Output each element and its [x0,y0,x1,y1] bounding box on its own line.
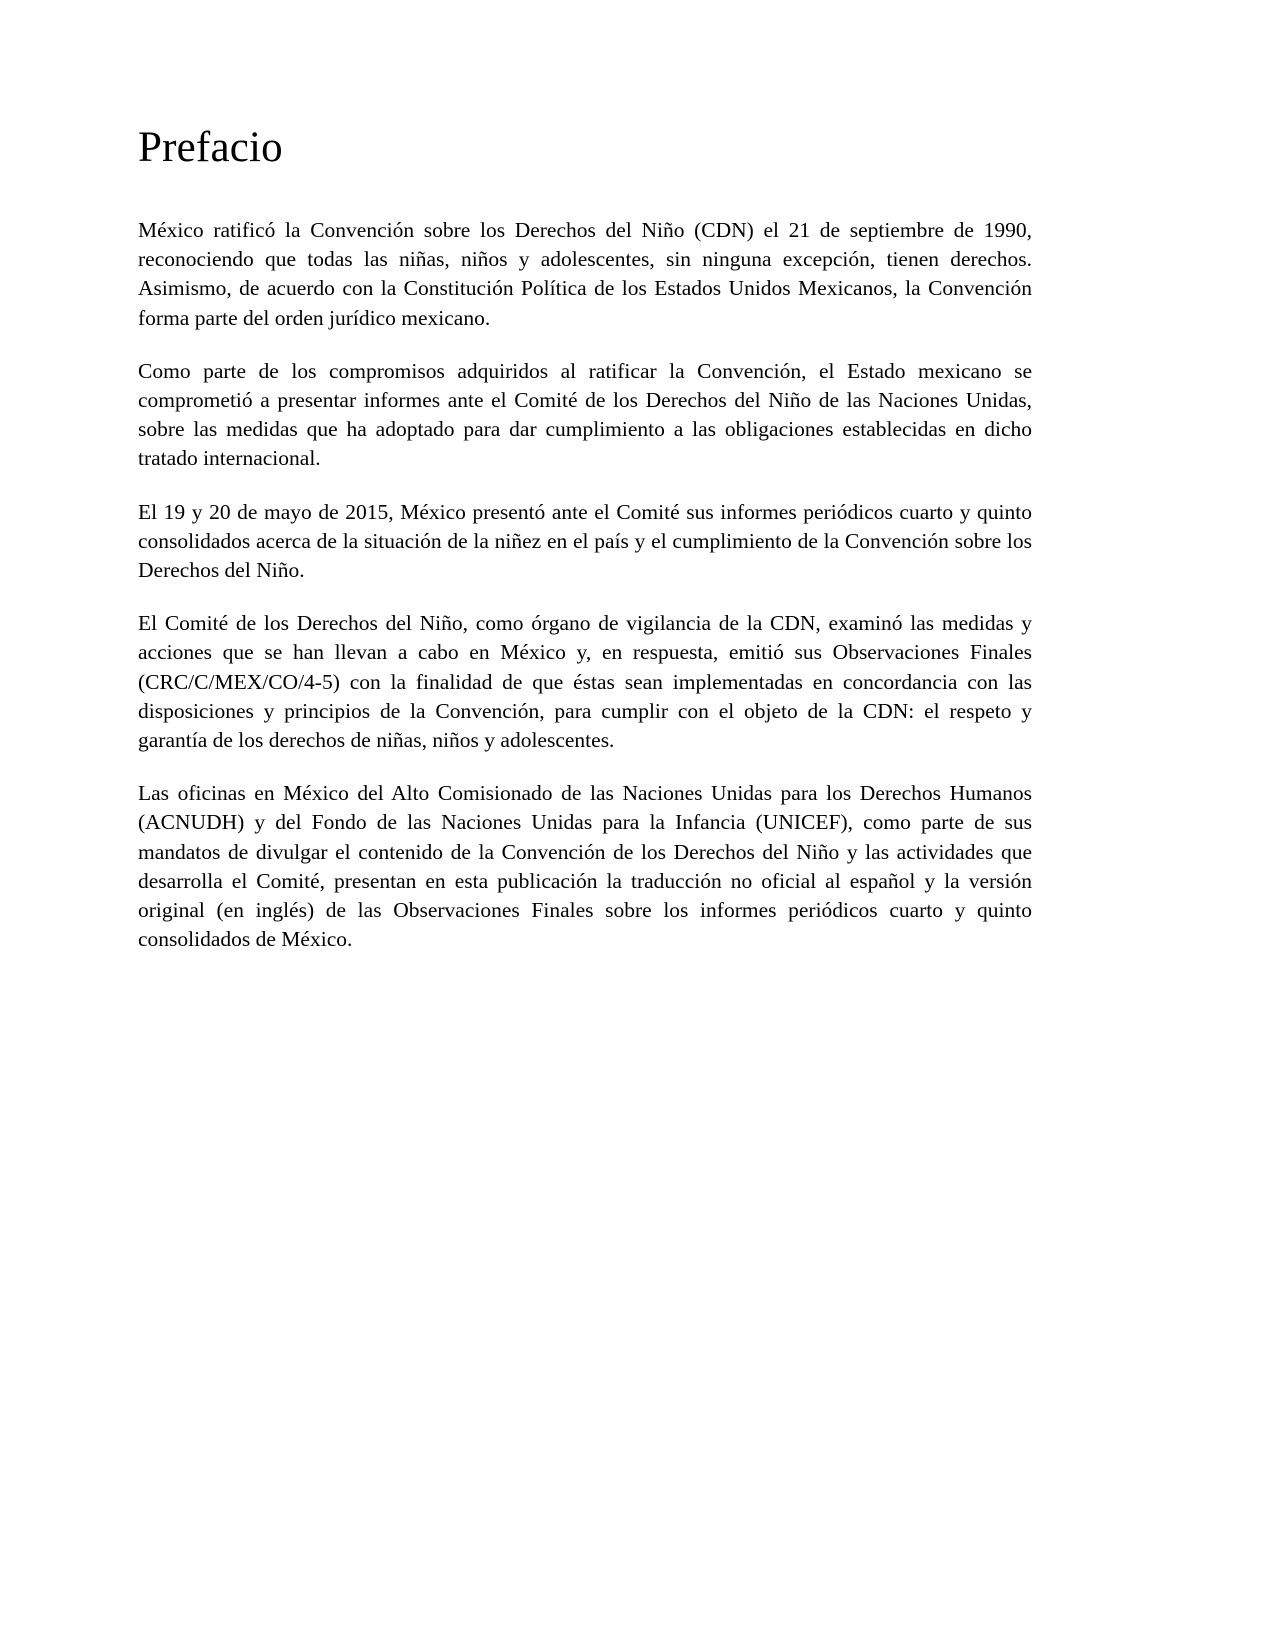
page-title: Prefacio [138,124,283,171]
paragraph-1: México ratificó la Convención sobre los Derechos del Niño (CDN) el 21 de septiembre de 1990, reconociendo que todas las niñas, niños y adolescentes, sin ninguna excepción, tienen derechos. Asimismo, de acuerdo con la Constitución Política de los Estados Unidos Mexicanos, la Convención forma parte del orden jurídico mexicano. [138,218,1032,330]
paragraph-5: Las oficinas en México del Alto Comisionado de las Naciones Unidas para los Derechos Humanos (ACNUDH) y del Fondo de las Naciones Unidas para la Infancia (UNICEF), como parte de sus mandatos de divulgar el contenido de la Convención de los Derechos del Niño y las actividades que desarrolla el Comité, presentan en esta publicación la traducción no oficial al español y la versión original (en inglés) de las Observaciones Finales sobre los informes periódicos cuarto y quinto consolidados de México. [138,781,1032,952]
paragraph-3: El 19 y 20 de mayo de 2015, México presentó ante el Comité sus informes periódicos cuarto y quinto consolidados acerca de la situación de la niñez en el país y el cumplimiento de la Convención sobre los Derechos del Niño. [138,499,1032,583]
paragraph-4: El Comité de los Derechos del Niño, como órgano de vigilancia de la CDN, examinó las medidas y acciones que se han llevan a cabo en México y, en respuesta, emitió sus Observaciones Finales (CRC/C/MEX/CO/4-5) con la finalidad de que éstas sean implementadas en concordancia con las disposiciones y principios de la Convención, para cumplir con el objeto de la CDN: el respeto y garantía de los derechos de niñas, niños y adolescentes. [138,611,1032,753]
document-content [138,126,1032,954]
paragraph-2: Como parte de los compromisos adquiridos al ratificar la Convención, el Estado mexicano se comprometió a presentar informes ante el Comité de los Derechos del Niño de las Naciones Unidas, sobre las medidas que ha adoptado para dar cumplimiento a las obligaciones establecidas en dicho tratado internacional. [138,358,1032,471]
